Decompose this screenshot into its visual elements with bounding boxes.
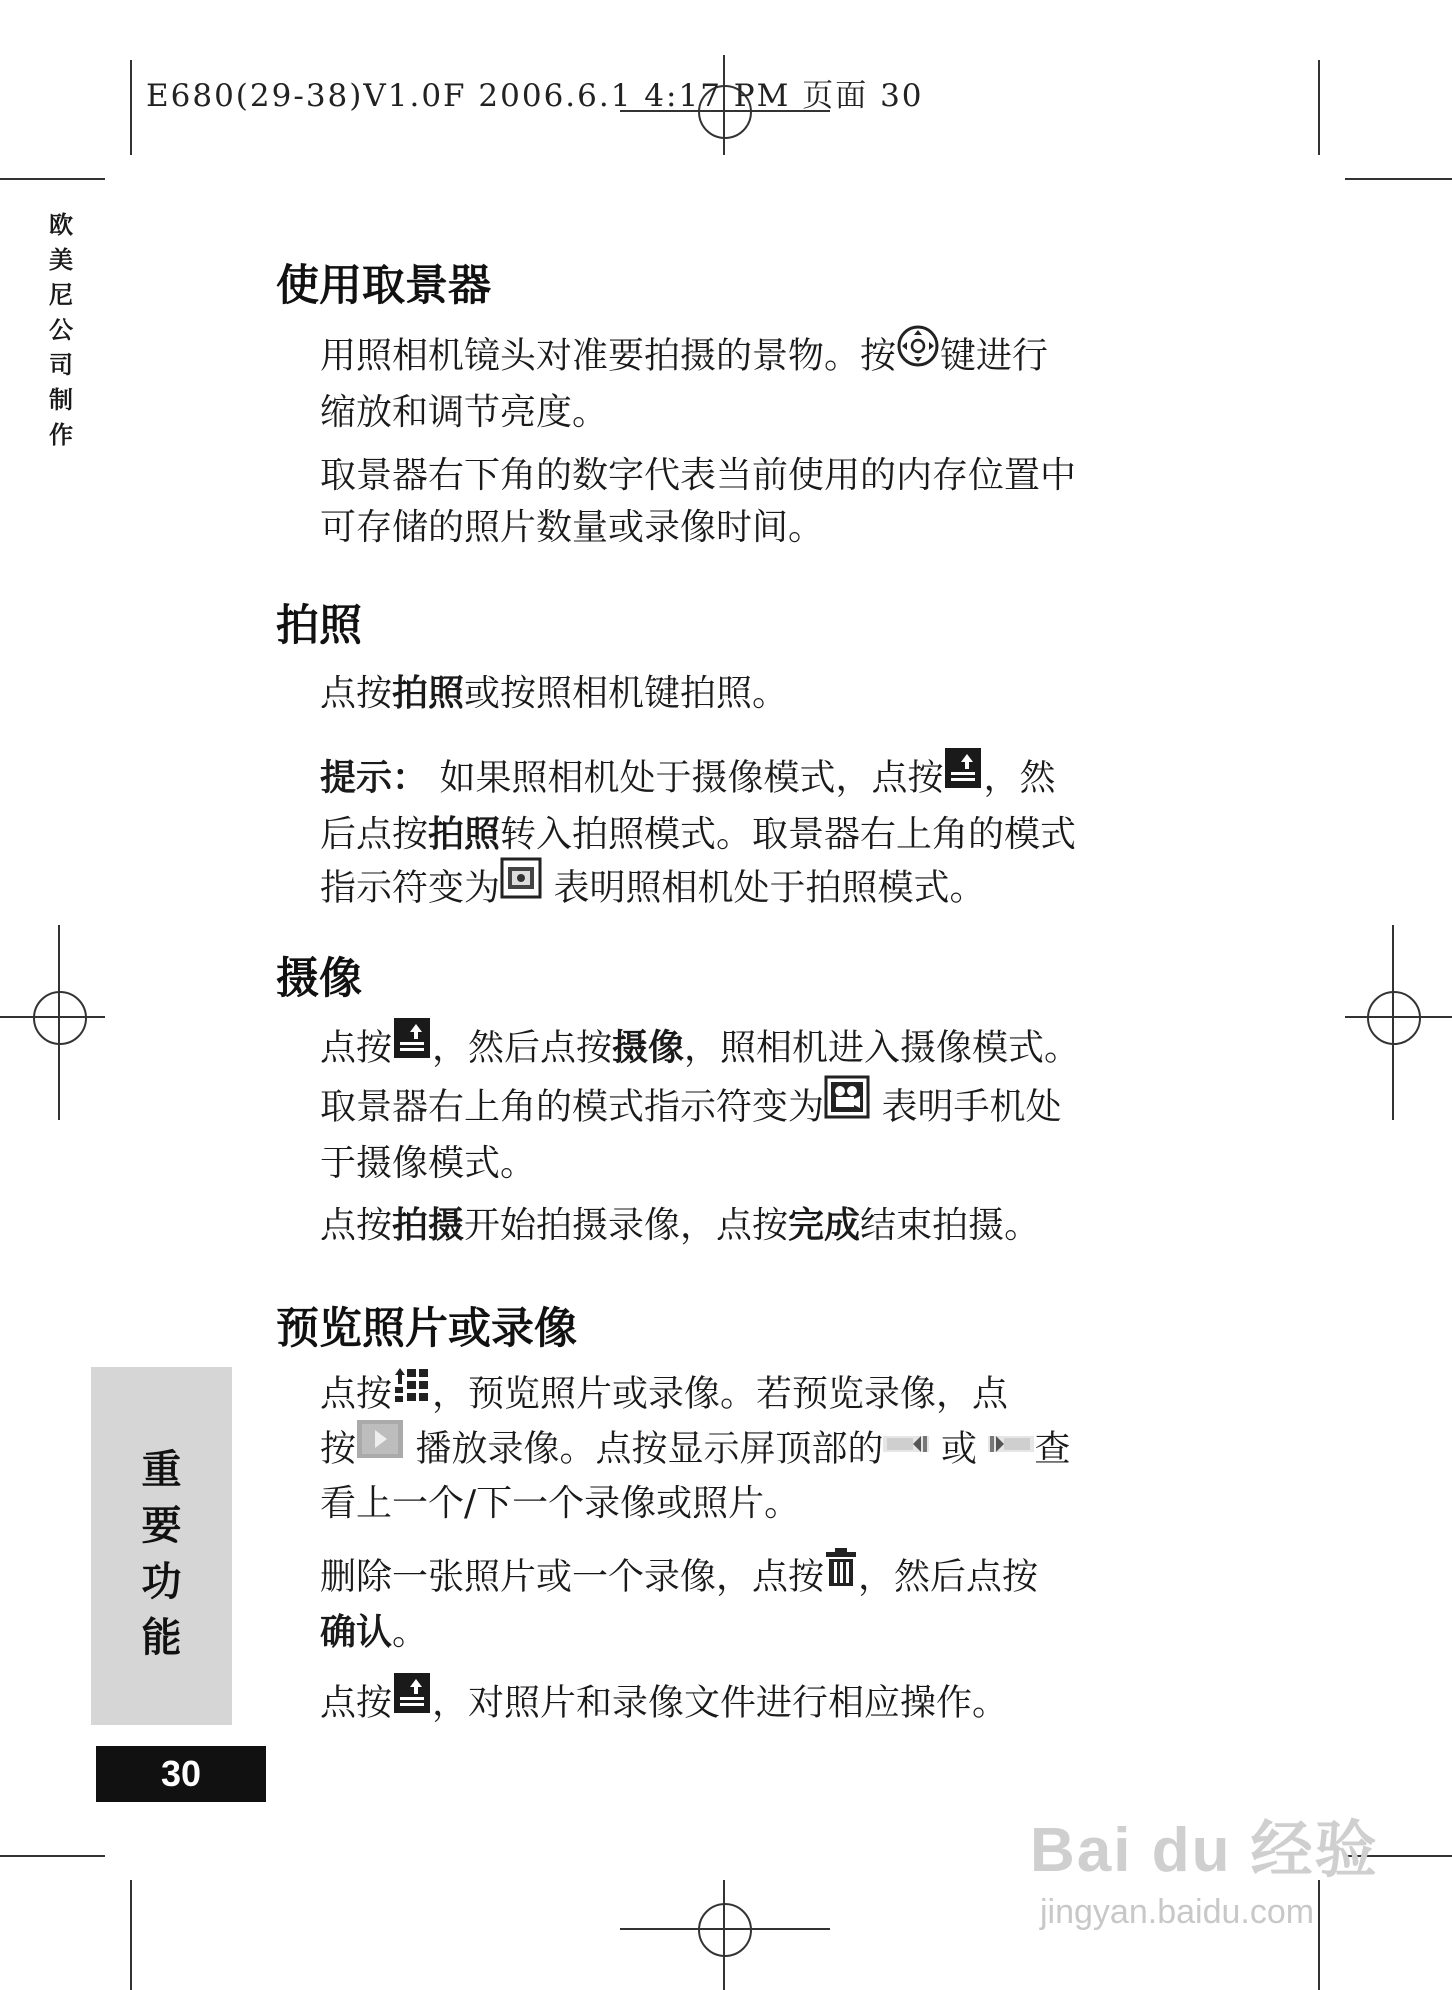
watermark-logo: Bai du 经验 [1030, 1816, 1379, 1885]
page-number: 30 [96, 1746, 266, 1802]
registration-mark [1367, 991, 1421, 1045]
crop-mark [0, 1016, 105, 1018]
crop-mark [130, 60, 132, 155]
play-icon [356, 1419, 404, 1474]
menu-key-icon [392, 1671, 432, 1730]
camera-mode-icon [500, 857, 542, 914]
registration-mark [33, 991, 87, 1045]
trash-icon [824, 1546, 858, 1603]
paragraph: 点按 ，对照片和录像文件进行相应操作。 [320, 1675, 1160, 1734]
crop-mark [0, 178, 105, 180]
watermark-url: jingyan.baidu.com [1040, 1893, 1315, 1931]
side-vertical-label: 欧 美 尼 公 司 制 作 [49, 211, 73, 449]
crop-mark [1318, 60, 1320, 155]
paragraph: 点按拍照或按照相机键拍照。 [320, 673, 789, 714]
paragraph: 用照相机镜头对准要拍摄的景物。按 键进行 缩放和调节亮度。 [320, 328, 1160, 439]
section-heading-preview: 预览照片或录像 [276, 1304, 577, 1354]
registration-mark [698, 1903, 752, 1957]
tip-paragraph: 提示： 如果照相机处于摄像模式，点按 ，然 后点按拍照转入拍照模式。取景器右上角的模式 指示符变为 表明照相机处于拍照模式。 [320, 750, 1160, 918]
section-heading-viewfinder: 使用取景器 [276, 261, 491, 311]
video-mode-icon [824, 1075, 870, 1134]
previous-icon [883, 1421, 929, 1473]
crop-mark [1345, 1016, 1452, 1018]
chapter-tab [91, 1367, 232, 1725]
paragraph: 取景器右下角的数字代表当前使用的内存位置中 可存储的照片数量或录像时间。 [320, 455, 1077, 548]
section-heading-video: 摄像 [276, 954, 362, 1004]
menu-key-icon [392, 1016, 432, 1075]
crop-mark [0, 1855, 105, 1857]
crop-mark [620, 1928, 830, 1930]
print-slug: E680(29-38)V1.0F 2006.6.1 4:17 PM 页面 30 [146, 78, 924, 114]
crop-mark [1345, 178, 1452, 180]
menu-key-icon [943, 746, 983, 805]
section-heading-photo: 拍照 [276, 601, 362, 651]
paragraph: 点按拍摄开始拍摄录像，点按完成结束拍摄。 [320, 1205, 1041, 1246]
paragraph: 点按 ，预览照片或录像。若预览录像，点 按 播放录像。点按显示屏顶部的 或 查 看上一个/下一个录像或照片。 [320, 1368, 1160, 1530]
paragraph: 删除一张照片或一个录像，点按 ，然后点按 确认。 [320, 1550, 1160, 1659]
navigation-key-icon [896, 324, 940, 383]
chapter-tab-label: 重 要 功 能 [141, 1447, 182, 1661]
crop-mark [1318, 1880, 1320, 1990]
crop-mark [130, 1880, 132, 1990]
next-icon [988, 1421, 1034, 1473]
paragraph: 点按 ，然后点按摄像，照相机进入摄像模式。 取景器右上角的模式指示符变为 表明手机处 于摄像模式。 [320, 1020, 1160, 1190]
grid-view-icon [392, 1364, 432, 1419]
